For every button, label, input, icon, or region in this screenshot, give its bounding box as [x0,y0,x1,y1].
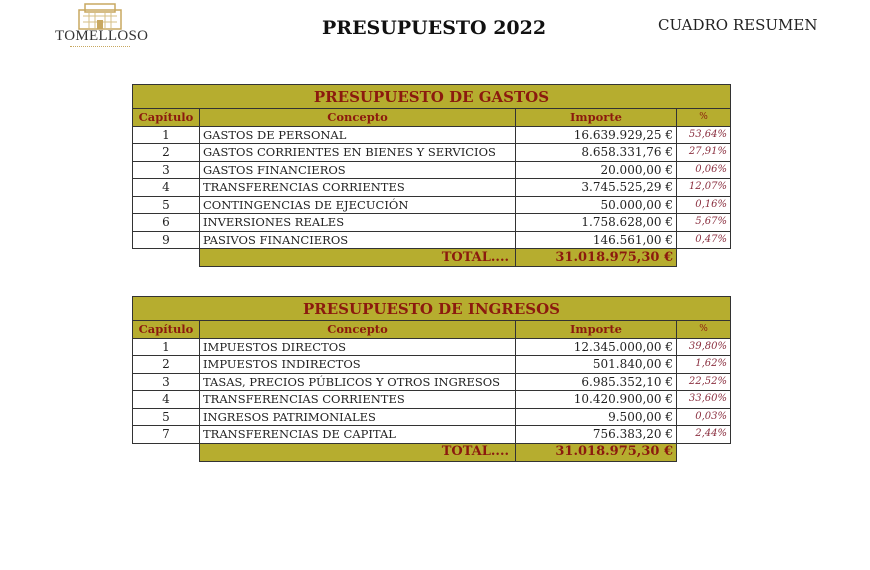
total-value: 31.018.975,30 € [516,249,677,267]
importe-cell: 501.840,00 € [516,356,677,374]
importe-cell: 8.658.331,76 € [516,144,677,162]
importe-cell: 6.985.352,10 € [516,373,677,391]
importe-cell: 20.000,00 € [516,161,677,179]
capitulo-cell: 5 [133,408,200,426]
importe-cell: 1.758.628,00 € [516,214,677,232]
concepto-cell: TRANSFERENCIAS CORRIENTES [200,391,516,409]
concepto-cell: TASAS, PRECIOS PÚBLICOS Y OTROS INGRESOS [200,373,516,391]
logo-underline [70,46,130,50]
table-row [133,196,731,214]
capitulo-cell: 2 [133,356,200,374]
percent-cell: 2,44% [677,426,731,444]
capitulo-cell: 5 [133,196,200,214]
capitulo-cell: 3 [133,373,200,391]
capitulo-cell: 2 [133,144,200,162]
table-row [133,426,731,444]
importe-cell: 756.383,20 € [516,426,677,444]
concepto-cell: PASIVOS FINANCIEROS [200,231,516,249]
percent-cell: 0,47% [677,231,731,249]
total-spacer [677,249,731,267]
tomelloso-logo [55,2,149,50]
capitulo-cell: 6 [133,214,200,232]
table-row [133,373,731,391]
page-title: PRESUPUESTO 2022 [322,17,547,39]
importe-cell: 146.561,00 € [516,231,677,249]
importe-cell: 9.500,00 € [516,408,677,426]
table-row [133,144,731,162]
capitulo-cell: 9 [133,231,200,249]
importe-cell: 12.345.000,00 € [516,338,677,356]
column-header-concepto: Concepto [200,321,516,339]
concepto-cell: IMPUESTOS INDIRECTOS [200,356,516,374]
total-row [133,249,731,267]
concepto-cell: TRANSFERENCIAS DE CAPITAL [200,426,516,444]
table-row [133,231,731,249]
column-header-importe: Importe [516,109,677,127]
total-spacer [133,249,200,267]
concepto-cell: CONTINGENCIAS DE EJECUCIÓN [200,196,516,214]
table-row [133,338,731,356]
concepto-cell: IMPUESTOS DIRECTOS [200,338,516,356]
total-spacer [133,443,200,461]
concepto-cell: TRANSFERENCIAS CORRIENTES [200,179,516,197]
importe-cell: 10.420.900,00 € [516,391,677,409]
table-row [133,391,731,409]
percent-cell: 53,64% [677,126,731,144]
capitulo-cell: 3 [133,161,200,179]
column-header-percent: % [677,109,731,127]
percent-cell: 0,06% [677,161,731,179]
total-row [133,443,731,461]
capitulo-cell: 1 [133,126,200,144]
percent-cell: 0,03% [677,408,731,426]
total-label: TOTAL.... [200,249,516,267]
table-row [133,161,731,179]
table-title-row [133,85,731,109]
column-header-importe: Importe [516,321,677,339]
column-header-capitulo: Capítulo [133,321,200,339]
capitulo-cell: 4 [133,391,200,409]
concepto-cell: INVERSIONES REALES [200,214,516,232]
table-row [133,408,731,426]
table-title-row [133,297,731,321]
table-row [133,179,731,197]
capitulo-cell: 4 [133,179,200,197]
table-header-row [133,109,731,127]
importe-cell: 50.000,00 € [516,196,677,214]
page-subtitle: CUADRO RESUMEN [658,16,818,34]
importe-cell: 16.639.929,25 € [516,126,677,144]
town-hall-icon [75,2,125,30]
expenses-table [132,84,731,267]
capitulo-cell: 7 [133,426,200,444]
table-title: PRESUPUESTO DE GASTOS [133,85,731,109]
table-title: PRESUPUESTO DE INGRESOS [133,297,731,321]
table-row [133,126,731,144]
income-table [132,296,731,462]
concepto-cell: INGRESOS PATRIMONIALES [200,408,516,426]
percent-cell: 1,62% [677,356,731,374]
column-header-concepto: Concepto [200,109,516,127]
percent-cell: 0,16% [677,196,731,214]
percent-cell: 39,80% [677,338,731,356]
percent-cell: 12,07% [677,179,731,197]
total-spacer [677,443,731,461]
percent-cell: 33,60% [677,391,731,409]
logo-text: TOMELLOSO [55,28,149,44]
concepto-cell: GASTOS FINANCIEROS [200,161,516,179]
table-row [133,356,731,374]
column-header-capitulo: Capítulo [133,109,200,127]
concepto-cell: GASTOS CORRIENTES EN BIENES Y SERVICIOS [200,144,516,162]
table-row [133,214,731,232]
percent-cell: 27,91% [677,144,731,162]
capitulo-cell: 1 [133,338,200,356]
table-header-row [133,321,731,339]
percent-cell: 22,52% [677,373,731,391]
concepto-cell: GASTOS DE PERSONAL [200,126,516,144]
total-label: TOTAL.... [200,443,516,461]
percent-cell: 5,67% [677,214,731,232]
column-header-percent: % [677,321,731,339]
importe-cell: 3.745.525,29 € [516,179,677,197]
total-value: 31.018.975,30 € [516,443,677,461]
